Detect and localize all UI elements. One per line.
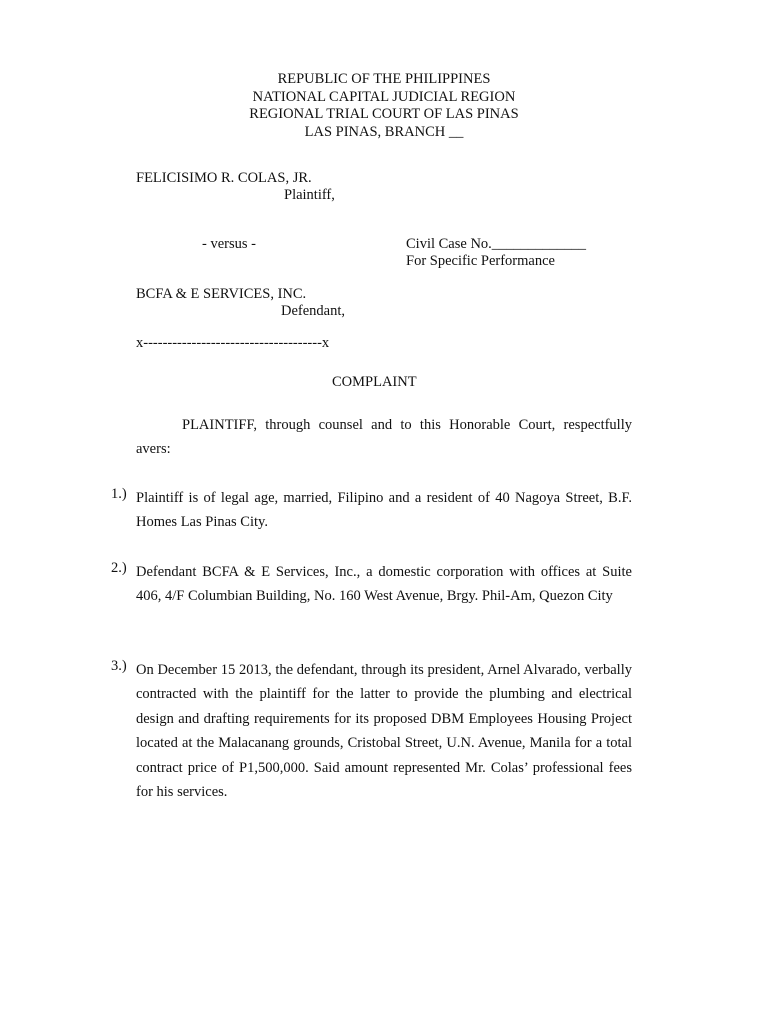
caption-separator: x-------------------------------------x: [136, 335, 330, 351]
plaintiff-label: Plaintiff,: [284, 187, 335, 203]
court-header: [0, 71, 768, 141]
plaintiff-name: FELICISIMO R. COLAS, JR.: [136, 170, 312, 186]
paragraph-number-3: 3.): [111, 658, 127, 674]
defendant-name: BCFA & E SERVICES, INC.: [136, 286, 307, 302]
paragraph-2: Defendant BCFA & E Services, Inc., a domestic corporation with offices at Suite 406, 4/F Columbian Building, No. 160 West Avenue, Brgy. Phil-Am, Quezon City: [136, 564, 632, 605]
header-branch: LAS PINAS, BRANCH __: [304, 123, 464, 140]
header-republic: REPUBLIC OF THE PHILIPPINES: [277, 71, 491, 87]
document-title: COMPLAINT: [332, 374, 417, 390]
header-court: REGIONAL TRIAL COURT OF LAS PINAS: [249, 106, 519, 122]
intro-paragraph: PLAINTIFF, through counsel and to this Honorable Court, respectfully avers:: [136, 417, 632, 458]
case-nature: For Specific Performance: [406, 253, 555, 269]
paragraph-3: On December 15 2013, the defendant, through its president, Arnel Alvarado, verbally contracted with the plaintiff for the latter to provide the plumbing and electrical design and drafting requirements for its proposed DBM Employees Housing Project located at the Malacanang grounds, Cristobal Street, U.N. Avenue, Manila for a total contract price of P1,500,000. Said amount represented Mr. Colas’ professional fees for his services.: [136, 662, 632, 801]
versus-label: - versus -: [202, 236, 256, 252]
header-region: NATIONAL CAPITAL JUDICIAL REGION: [252, 88, 516, 105]
paragraph-1: Plaintiff is of legal age, married, Filipino and a resident of 40 Nagoya Street, B.F. Homes Las Pinas City.: [136, 490, 632, 531]
paragraph-number-2: 2.): [111, 560, 127, 576]
paragraph-number-1: 1.): [111, 486, 127, 502]
civil-case-number: Civil Case No._____________: [406, 236, 587, 252]
defendant-label: Defendant,: [281, 303, 346, 319]
